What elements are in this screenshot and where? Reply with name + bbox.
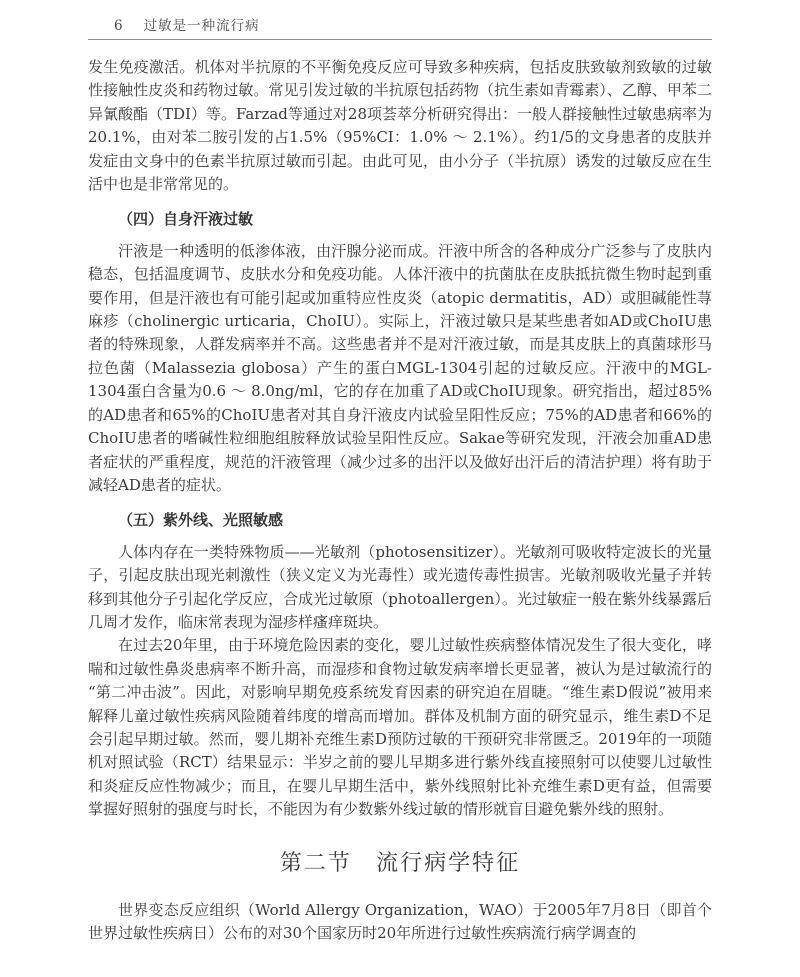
paragraph-vitamin-d-uv: 在过去20年里，由于环境危险因素的变化，婴儿过敏性疾病整体情况发生了很大变化，哮喘和过敏性鼻炎患病率不断升高，而湿疹和食物过敏发病率增长更显著，被认为是过敏流行的“第二冲击波”。因此，对影响早期免疫系统发育因素的研究迫在眉睫。“维生素D假说”被用来解释儿童过敏性疾病风险随着纬度的增高而增加。群体及机制方面的研究显示，维生素D不足会引起早期过敏。然而，婴儿期补充维生素D预防过敏的干预研究非常匮乏。2019年的一项随机对照试验（RCT）结果显示：半岁之前的婴儿早期多进行紫外线直接照射可以使婴儿过敏性和炎症反应性物减少；而且，在婴儿早期生活中，紫外线照射比补充维生素D更有益，但需要掌握好照射的强度与时长，不能因为有少数紫外线过敏的情形就盲目避免紫外线的照射。 [88,636,712,819]
page-header [0,0,800,34]
section-name: 流行病学特征 [376,850,521,876]
heading-sweat-allergy: （四）自身汗液过敏 [118,210,254,229]
paragraph-sweat-allergy: 汗液是一种透明的低渗体液，由汗腺分泌而成。汗液中所含的各种成分广泛参与了皮肤内稳态，包括温度调节、皮肤水分和免疫功能。人体汗液中的抗菌肽在皮肤抵抗微生物时起到重要作用，但是汗液也有可能引起或加重特应性皮炎（atopic dermatitis，AD）或胆碱能性荨麻疹（cholinergic urticaria，ChoIU）。实际上，汗液过敏只是某些患者如AD或ChoIU患者的特殊现象，人群发病率并不高。这些患者并不是对汗液过敏，而是其皮肤上的真菌球形马拉色菌（Malassezia globosa）产生的蛋白MGL-1304引起的过敏反应。汗液中的MGL-1304蛋白含量为0.6 ～ 8.0ng/ml，它的存在加重了AD或ChoIU现象。研究指出，超过85%的AD患者和65%的ChoIU患者对其自身汗液皮内试验呈阳性反应；75%的AD患者和66%的ChoIU患者的嗜碱性粒细胞组胺释放试验呈阳性反应。Sakae等研究发现，汗液会加重AD患者症状的严重程度，规范的汗液管理（减少过多的出汗以及做好出汗后的清洁护理）将有助于减轻AD患者的症状。 [88,241,712,494]
heading-uv-light-sensitivity: （五）紫外线、光照敏感 [118,511,284,530]
running-head [88,14,712,34]
section-number: 第二节 [279,850,352,876]
paragraph-photosensitizer: 人体内存在一类特殊物质——光敏剂（photosensitizer）。光敏剂可吸收特定波长的光量子，引起皮肤出现光刺激性（狭义定义为光毒性）或光遗传毒性损害。光敏剂吸收光量子并转移到其他分子引起化学反应，合成光过敏原（photoallergen）。光过敏症一般在紫外线暴露后几周才发作，临床常表现为湿疹样瘙痒斑块。 [88,542,712,631]
section-title [88,852,712,875]
page-body [0,40,800,946]
paragraph-hapten-allergy: 发生免疫激活。机体对半抗原的不平衡免疫反应可导致多种疾病，包括皮肤致敏剂致敏的过敏性接触性皮炎和药物过敏。常见引发过敏的半抗原包括药物（抗生素如青霉素）、乙醇、甲苯二异氰酸酯（TDI）等。Farzad等通过对28项荟萃分析研究得出：一般人群接触性过敏患病率为20.1%，由对苯二胺引发的占1.5%（95%CI：1.0% ～ 2.1%）。约1/5的文身患者的皮肤并发症由文身中的色素半抗原过敏而引起。由此可见，由小分子（半抗原）诱发的过敏反应在生活中也是非常常见的。 [88,58,712,194]
paragraph-wao-survey: 世界变态反应组织（World Allergy Organization，WAO）于2005年7月8日（即首个世界过敏性疾病日）公布的对30个国家历时20年所进行过敏性疾病流行病学调查的 [88,901,712,943]
running-head-title: 过敏是一种流行病 [143,18,260,34]
page-number: 6 [114,18,124,34]
